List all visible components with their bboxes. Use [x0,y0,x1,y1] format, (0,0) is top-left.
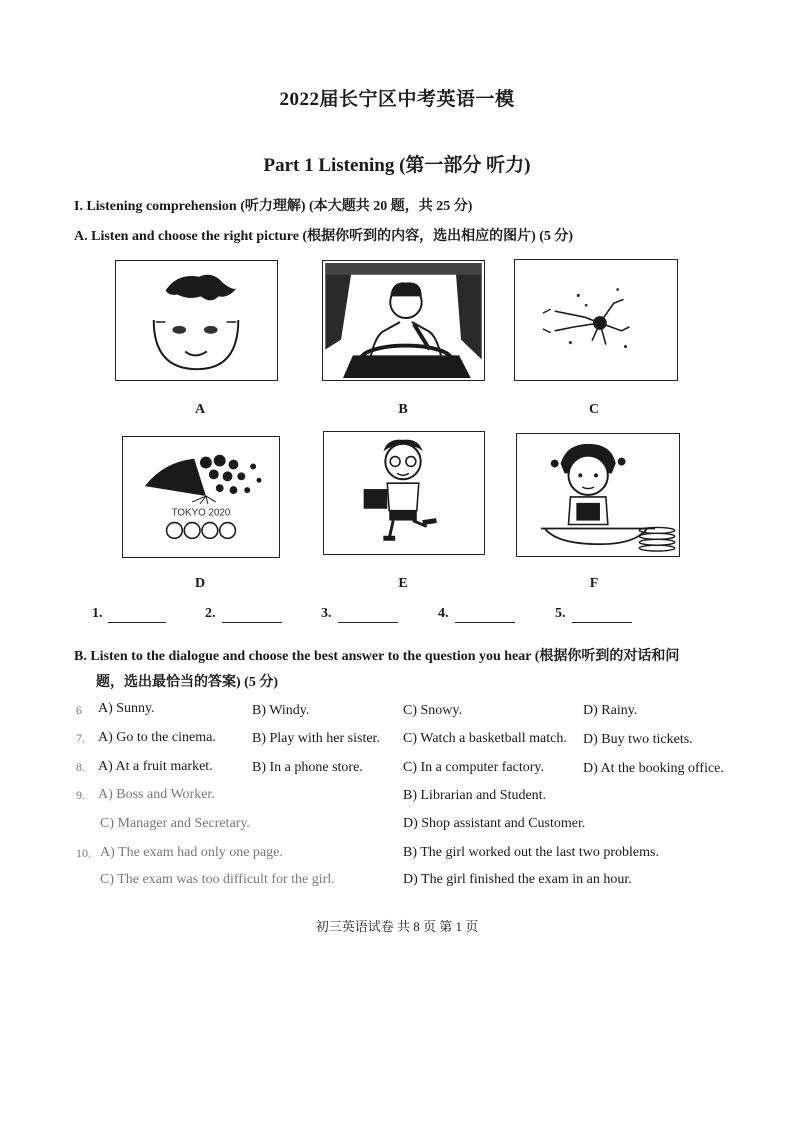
option-c[interactable]: C) Snowy. [403,703,462,718]
page-footer: 初三英语试卷 共 8 页 第 1 页 [315,919,479,934]
option-c[interactable]: C) Watch a basketball match. [403,731,567,746]
option-d[interactable]: D) Shop assistant and Customer. [403,816,586,831]
section-b-instruction-cont: 题，选出最恰当的答案) (5 分) [96,675,278,690]
blank-3-number: 3. [321,606,332,621]
exam-title: 2022届长宁区中考英语一模 [279,89,515,110]
option-a[interactable]: A) Go to the cinema. [98,730,216,745]
option-d[interactable]: D) Buy two tickets. [583,732,693,747]
option-a[interactable]: A) At a fruit market. [98,759,213,774]
blank-1-number: 1. [92,606,103,621]
option-c[interactable]: C) Manager and Secretary. [100,816,250,831]
man-driving-icon [323,261,484,380]
bug-icon [515,260,677,380]
option-d[interactable]: D) At the booking office. [583,761,724,776]
tokyo-2020-caption: TOKYO 2020 [171,507,231,519]
answer-blank-5[interactable] [572,608,632,623]
answer-blank-3[interactable] [338,608,398,623]
blank-5-number: 5. [555,606,566,621]
picture-e-label: E [398,576,408,591]
boy-with-book-icon [324,432,484,554]
question-number: 6 [76,703,82,717]
option-b[interactable]: B) The girl worked out the last two problems. [403,845,659,860]
picture-a [115,260,278,381]
picture-a-label: A [194,402,206,417]
picture-b-label: B [398,402,408,417]
option-a[interactable]: A) The exam had only one page. [100,845,283,860]
option-c[interactable]: C) In a computer factory. [403,760,544,775]
option-b[interactable]: B) Play with her sister. [252,731,380,746]
option-b[interactable]: B) Librarian and Student. [403,788,547,803]
answer-blank-1[interactable] [108,608,166,623]
question-number: 9. [76,788,85,802]
picture-d [122,436,280,558]
picture-d-label: D [194,576,206,591]
blank-2-number: 2. [205,606,216,621]
picture-f [516,433,680,557]
section-a-instruction: A. Listen and choose the right picture (根据你听到的内容，选出相应的图片) (5 分) [74,229,574,244]
question-number: 10. [76,846,91,860]
question-number: 8. [76,760,85,774]
boy-face-icon [116,261,277,380]
girl-washing-dishes-icon [517,434,679,556]
answer-blank-4[interactable] [455,608,515,623]
option-b[interactable]: B) Windy. [252,703,310,718]
option-a[interactable]: A) Boss and Worker. [98,787,215,802]
option-d[interactable]: D) Rainy. [583,703,638,718]
option-a[interactable]: A) Sunny. [98,701,155,716]
picture-f-label: F [589,576,599,591]
picture-c [514,259,678,381]
picture-c-label: C [588,402,600,417]
tokyo-2020-logo-icon [123,437,279,557]
answer-blank-2[interactable] [222,608,282,623]
part-heading: Part 1 Listening (第一部分 听力) [263,155,531,176]
option-d[interactable]: D) The girl finished the exam in an hour. [403,872,632,887]
picture-b [322,260,485,381]
picture-e [323,431,485,555]
blank-4-number: 4. [438,606,449,621]
option-b[interactable]: B) In a phone store. [252,760,363,775]
section-heading-listening: I. Listening comprehension (听力理解) (本大题共 20 题，共 25 分) [74,199,473,214]
question-number: 7. [76,731,85,745]
option-c[interactable]: C) The exam was too difficult for the girl. [100,872,335,887]
section-b-instruction: B. Listen to the dialogue and choose the best answer to the question you hear (根据你听到的对话和问 [74,649,680,664]
